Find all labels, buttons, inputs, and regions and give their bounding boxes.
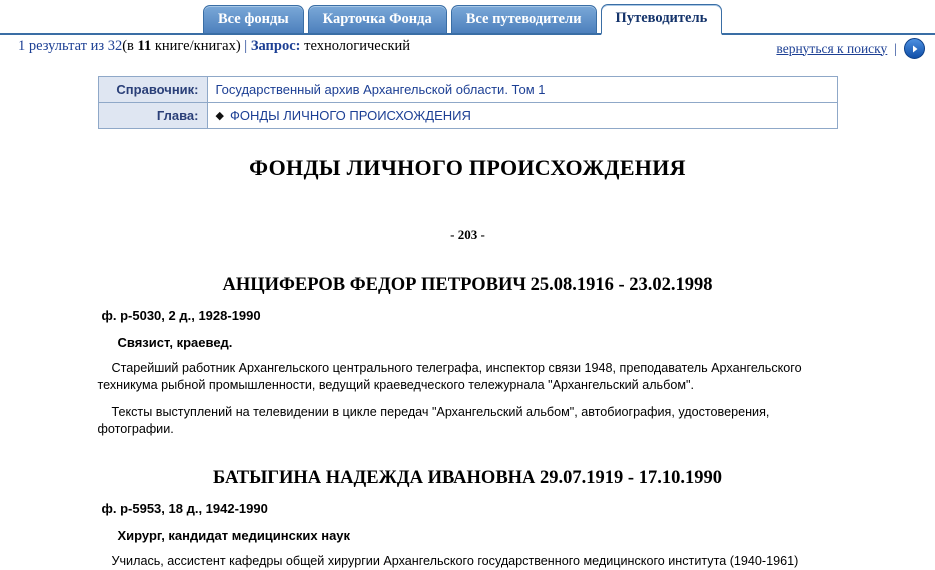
tab-all-funds[interactable] <box>203 5 304 33</box>
entry-anciferov <box>98 275 838 438</box>
books-suffix: книге/книгах) <box>151 38 241 54</box>
tab-list <box>203 2 722 33</box>
tab-guide-label: Путеводитель <box>615 10 708 26</box>
reference-label: Справочник: <box>98 77 207 103</box>
books-count: 11 <box>137 38 152 54</box>
query-label: Запрос: <box>250 38 301 54</box>
entry-paragraph: Училась, ассистент кафедры общей хирургии Архангельского государственного медицинского института (1940-1961) <box>111 554 799 568</box>
books-open-paren: (в <box>122 38 138 54</box>
tab-all-guides[interactable] <box>451 5 597 33</box>
chapter-label: Глава: <box>98 103 207 129</box>
entry-paragraph: Тексты выступлений на телевидении в цикле передач "Архангельский альбом", автобиография, удостоверения, фотографии. <box>97 405 770 436</box>
tab-fund-card-label: Карточка Фонда <box>322 11 432 27</box>
result-bar <box>0 35 935 64</box>
tab-all-guides-label: Все путеводители <box>465 11 582 27</box>
document-body <box>98 129 838 570</box>
back-to-search-area <box>776 38 925 59</box>
table-row <box>98 103 837 129</box>
arrow-right-icon[interactable] <box>904 38 925 59</box>
entry-paragraph: Старейший работник Архангельского центрального телеграфа, инспектор связи 1948, преподаватель Архангельского техникума рыбной промышленности, ведущий краеведческого тележурнала "Архангельский альбом". <box>97 361 802 392</box>
back-divider: | <box>894 40 897 56</box>
entry-occupation: Хирург, кандидат медицинских наук <box>117 528 351 543</box>
tab-bar <box>0 0 935 35</box>
entry-fond-line: ф. р-5953, 18 д., 1942-1990 <box>101 501 268 516</box>
chapter-value-cell <box>207 103 837 129</box>
page-number: - 203 - <box>450 227 485 242</box>
tab-guide[interactable] <box>601 4 723 35</box>
entry-heading: АНЦИФЕРОВ ФЕДОР ПЕТРОВИЧ 25.08.1916 - 23.02.1998 <box>222 275 713 295</box>
tab-fund-card[interactable] <box>308 5 447 33</box>
entry-batygina <box>98 468 838 570</box>
reference-value: Государственный архив Архангельской области. Том 1 <box>207 77 837 103</box>
tab-all-funds-label: Все фонды <box>218 11 289 27</box>
entry-fond-line: ф. р-5030, 2 д., 1928-1990 <box>101 308 261 323</box>
back-to-search-link[interactable]: вернуться к поиску <box>776 40 888 56</box>
entry-occupation: Связист, краевед. <box>117 335 233 350</box>
page-title: ФОНДЫ ЛИЧНОГО ПРОИСХОЖДЕНИЯ <box>249 155 686 180</box>
result-count: 1 результат из 32 <box>18 38 123 54</box>
chapter-link[interactable]: ФОНДЫ ЛИЧНОГО ПРОИСХОЖДЕНИЯ <box>229 108 471 123</box>
query-value: технологический <box>300 38 411 54</box>
diamond-bullet-icon: ◆ <box>215 110 224 122</box>
result-separator: | <box>240 38 251 54</box>
entry-heading: БАТЫГИНА НАДЕЖДА ИВАНОВНА 29.07.1919 - 17.10.1990 <box>213 468 722 488</box>
table-row <box>98 77 837 103</box>
reference-info-table <box>98 76 838 129</box>
